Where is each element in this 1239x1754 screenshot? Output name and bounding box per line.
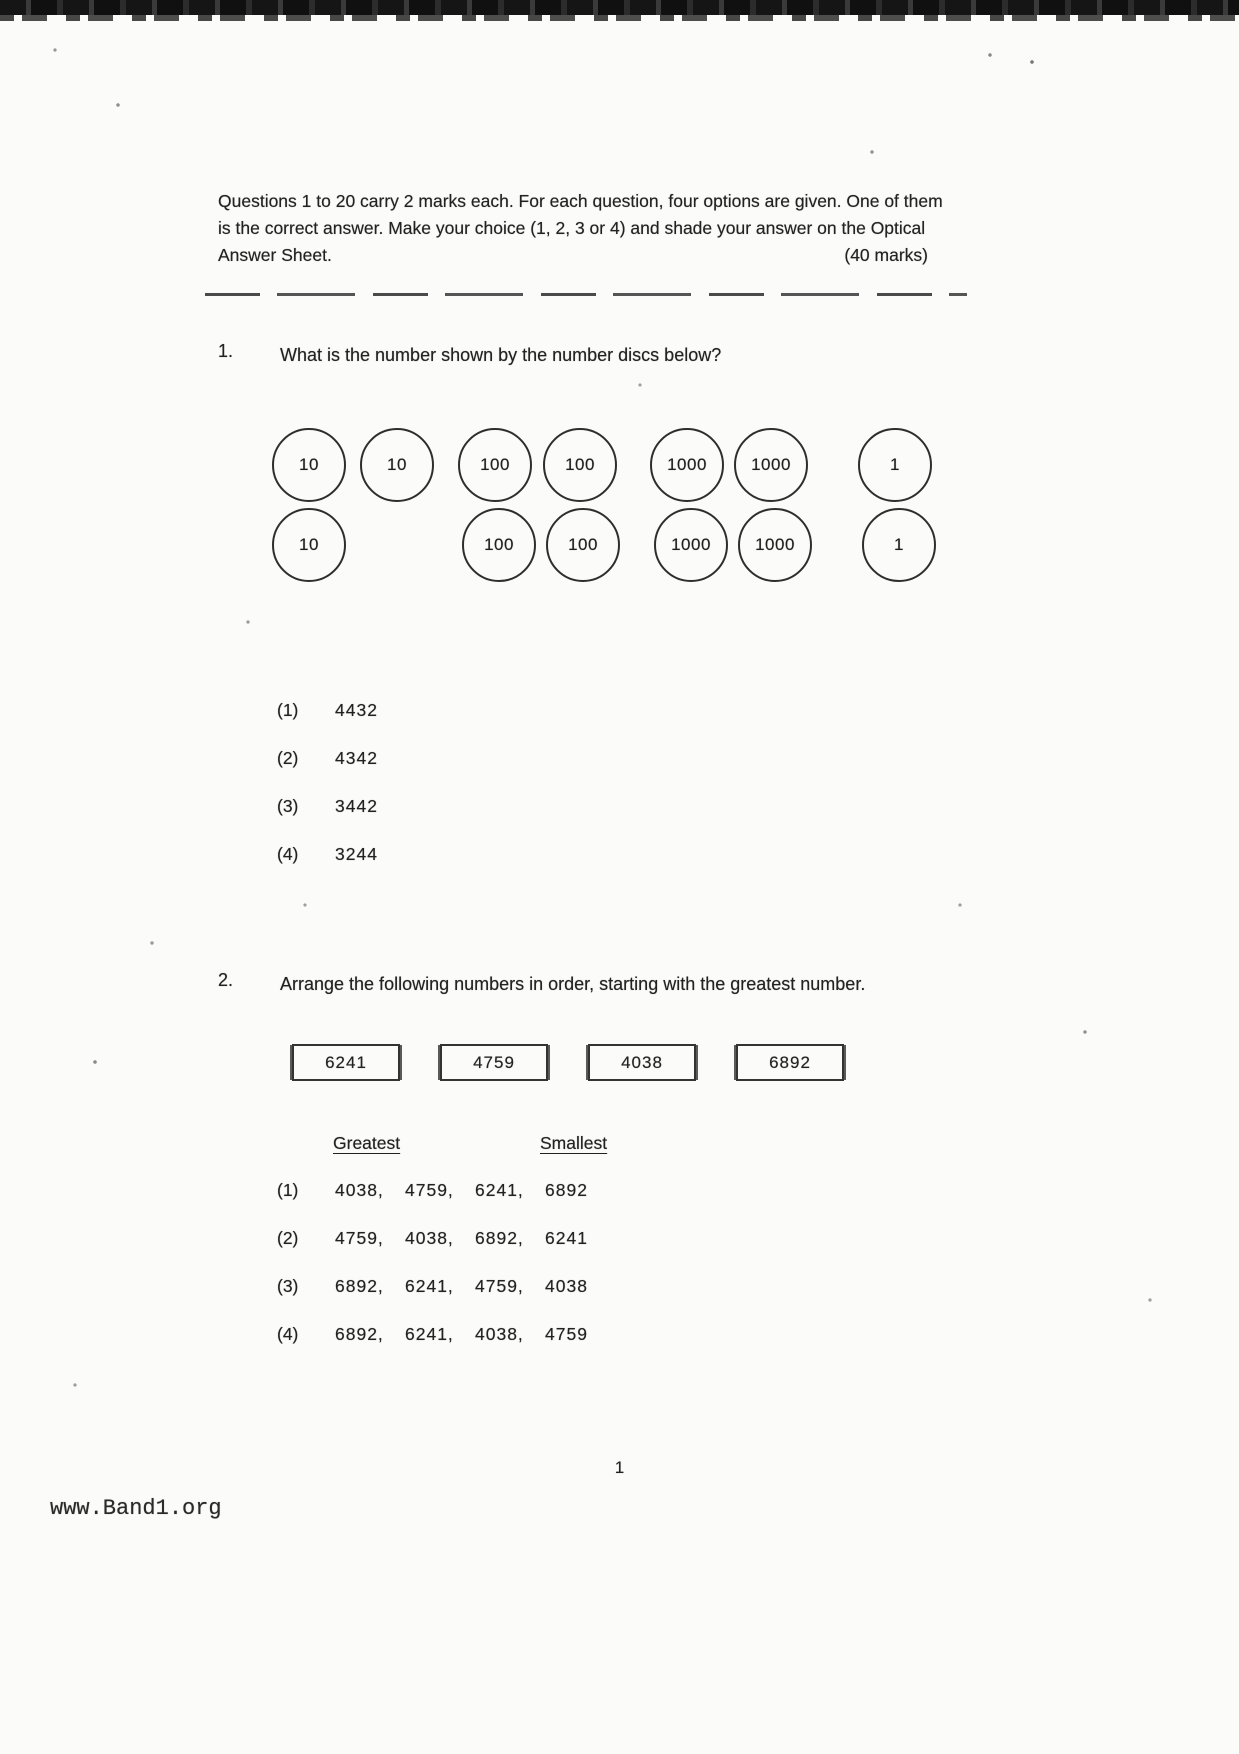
website-watermark: www.Band1.org [50, 1496, 222, 1521]
marks-label: (40 marks) [844, 245, 928, 265]
question-1-number: 1. [218, 341, 234, 361]
option-row [277, 1276, 615, 1297]
number-box: 4038 [588, 1044, 696, 1081]
option-value: 4038, [405, 1228, 454, 1248]
option-value: 6892, [475, 1228, 524, 1248]
smallest-column-header: Smallest [540, 1133, 608, 1153]
option-value: 4038, [335, 1180, 384, 1200]
number-box: 6241 [292, 1044, 400, 1081]
number-disc: 10 [272, 428, 346, 502]
question-2-number: 2. [218, 970, 234, 990]
option-row [277, 1324, 615, 1345]
option-label: (4) [277, 844, 299, 864]
option-label: (1) [277, 700, 299, 720]
number-box: 4759 [440, 1044, 548, 1081]
option-label: (1) [277, 1180, 299, 1200]
page-number: 1 [614, 1458, 625, 1477]
number-disc: 1 [862, 508, 936, 582]
option-label: (2) [277, 1228, 299, 1248]
number-discs [272, 428, 962, 586]
option-value: 4759, [335, 1228, 384, 1248]
instructions-text: Questions 1 to 20 carry 2 marks each. For each question, four options are given. One of them is the correct answer. Make your choice (1, 2, 3 or 4) and shade your answer on the Optical Answer Sheet. [218, 191, 943, 265]
option-value: 4759, [405, 1180, 454, 1200]
option-value: 6892, [335, 1276, 384, 1296]
option-label: (2) [277, 748, 299, 768]
number-disc: 1 [858, 428, 932, 502]
option-label: (4) [277, 1324, 299, 1344]
number-disc: 100 [546, 508, 620, 582]
option-row [277, 748, 378, 769]
number-disc: 10 [360, 428, 434, 502]
option-value: 4432 [335, 700, 378, 720]
option-label: (3) [277, 1276, 299, 1296]
option-value: 6892 [545, 1180, 588, 1200]
question-2-options [277, 1180, 615, 1372]
option-value: 6241, [405, 1276, 454, 1296]
option-value: 6892, [335, 1324, 384, 1344]
option-row [277, 844, 378, 865]
option-row [277, 796, 378, 817]
number-disc: 100 [543, 428, 617, 502]
number-disc: 1000 [650, 428, 724, 502]
question-2-text: Arrange the following numbers in order, starting with the greatest number. [280, 974, 866, 994]
option-value: 6241 [545, 1228, 588, 1248]
option-row [277, 1228, 615, 1249]
option-value: 4759, [475, 1276, 524, 1296]
option-label: (3) [277, 796, 299, 816]
instructions-block [218, 188, 946, 269]
question-1-text: What is the number shown by the number discs below? [280, 345, 722, 365]
option-value: 3442 [335, 796, 378, 816]
option-value: 3244 [335, 844, 378, 864]
number-disc: 100 [462, 508, 536, 582]
option-value: 6241, [475, 1180, 524, 1200]
greatest-column-header: Greatest [333, 1133, 401, 1153]
number-boxes [292, 1044, 844, 1081]
option-row [277, 1180, 615, 1201]
number-disc: 1000 [738, 508, 812, 582]
option-value: 4038, [475, 1324, 524, 1344]
option-value: 6241, [405, 1324, 454, 1344]
number-disc: 100 [458, 428, 532, 502]
divider-line [205, 293, 967, 296]
number-box: 6892 [736, 1044, 844, 1081]
scan-torn-edge [0, 0, 1239, 15]
question-1-options [277, 700, 378, 892]
option-value: 4342 [335, 748, 378, 768]
option-value: 4759 [545, 1324, 588, 1344]
option-value: 4038 [545, 1276, 588, 1296]
number-disc: 10 [272, 508, 346, 582]
number-disc: 1000 [734, 428, 808, 502]
option-row [277, 700, 378, 721]
number-disc: 1000 [654, 508, 728, 582]
